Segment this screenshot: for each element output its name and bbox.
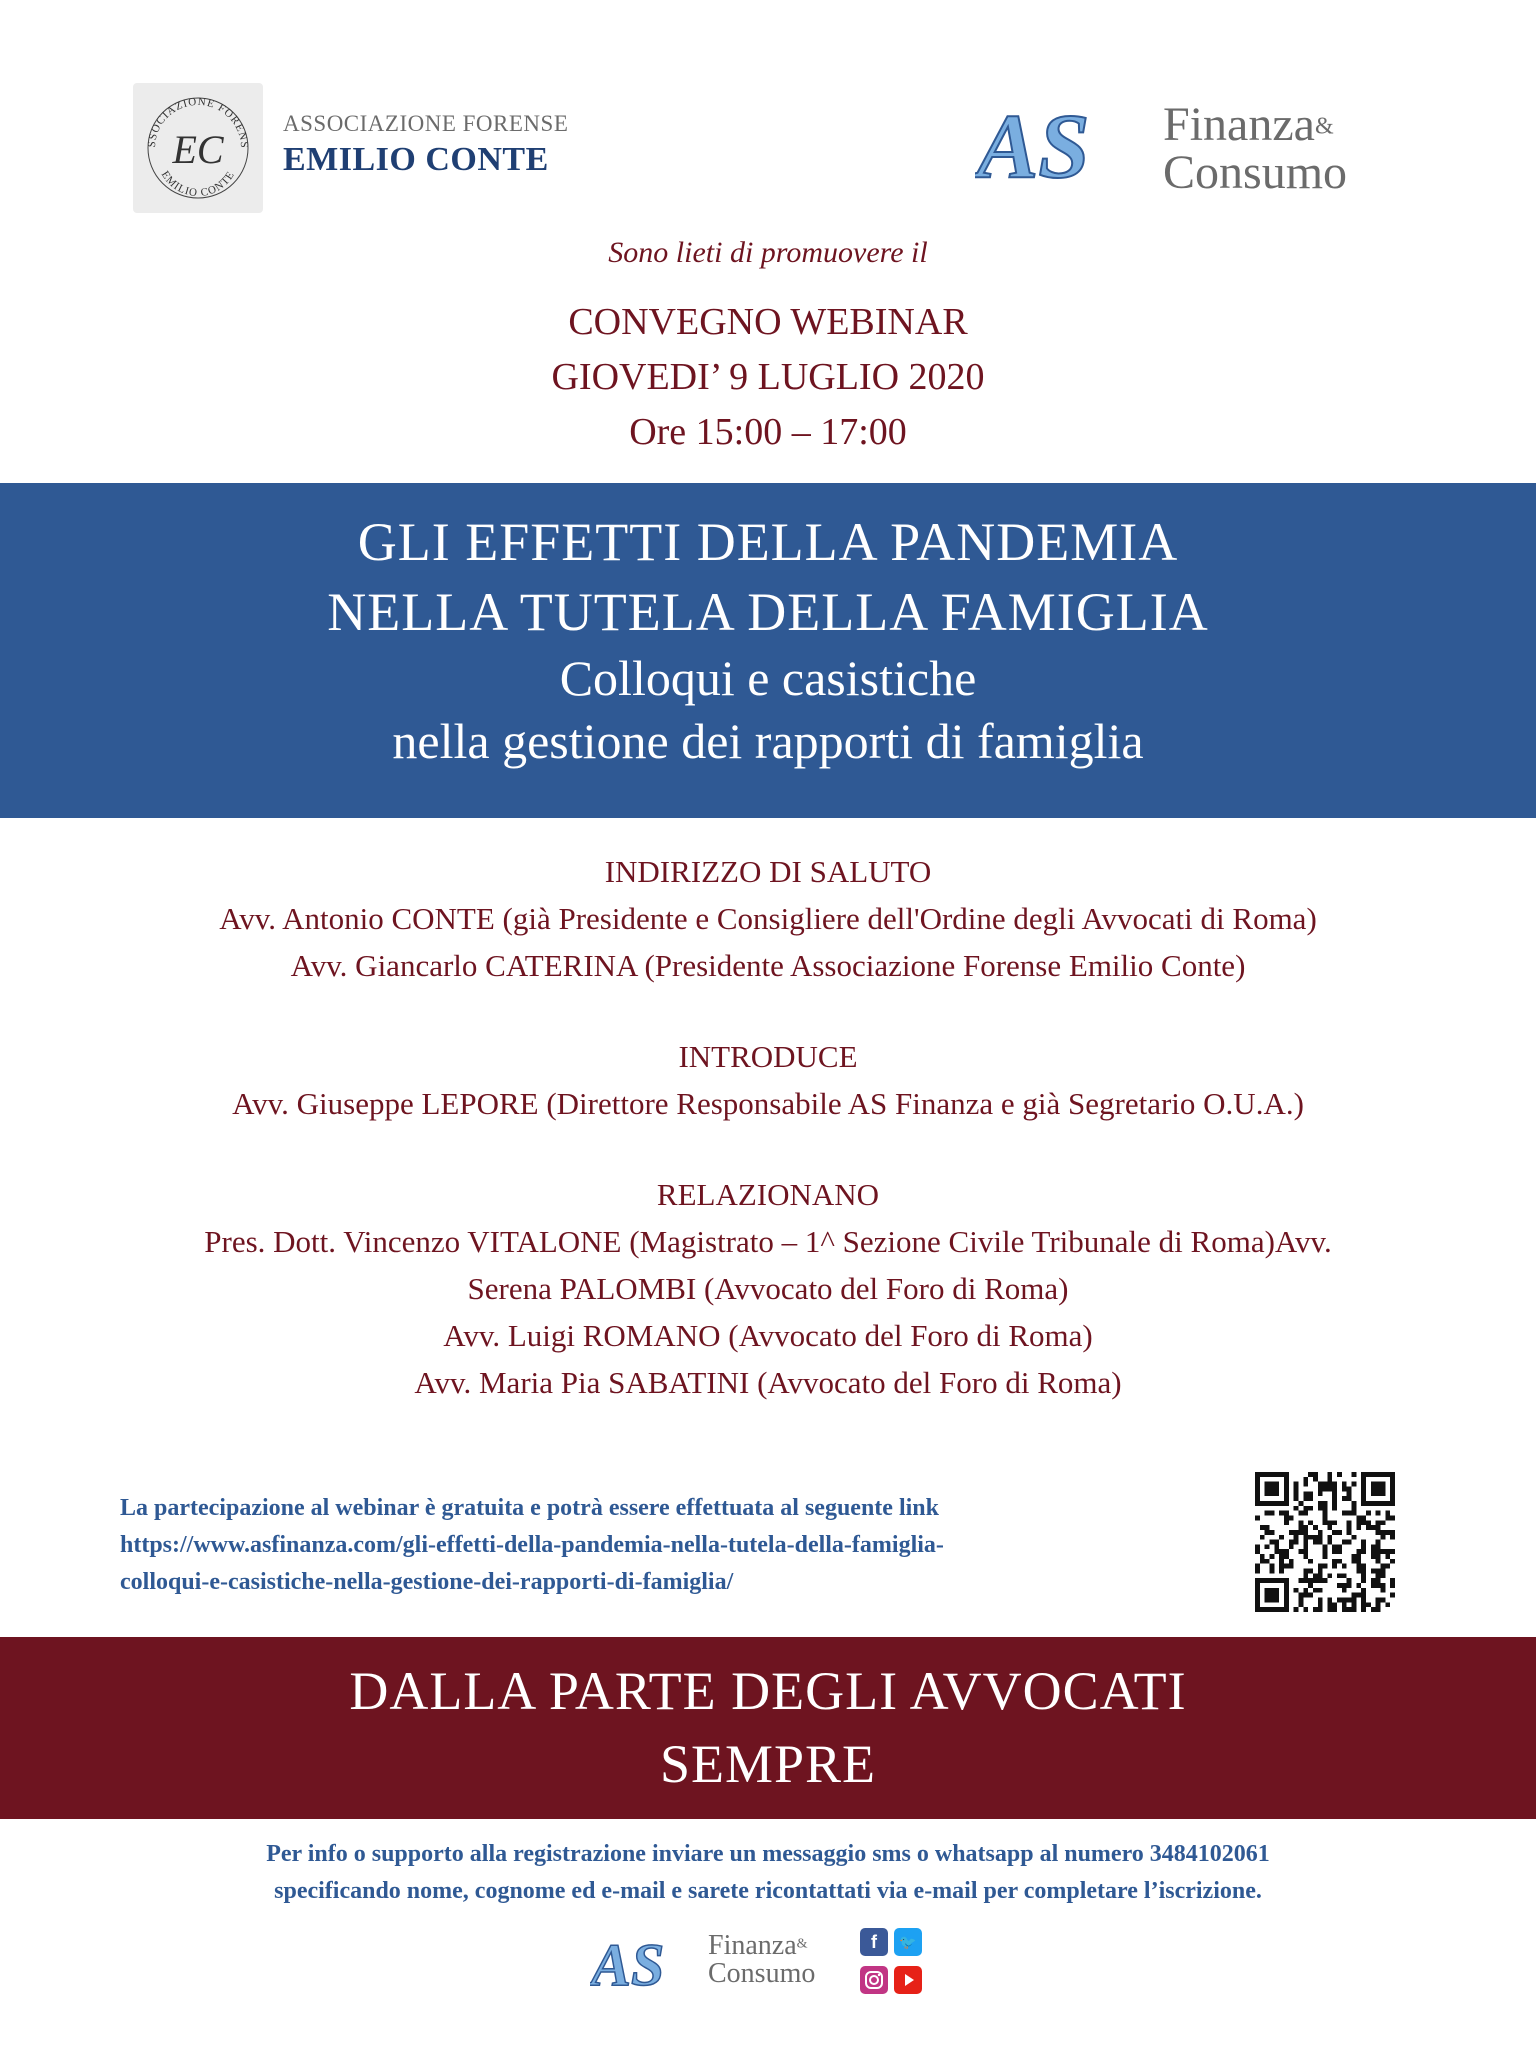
seal-monogram: EC bbox=[172, 127, 224, 172]
participation-text: La partecipazione al webinar è gratuita e potrà essere effettuata al seguente link bbox=[120, 1495, 939, 1521]
subtitle-line2: nella gestione dei rapporti di famiglia bbox=[392, 713, 1144, 769]
event-details bbox=[0, 295, 1536, 460]
footer-logo bbox=[590, 1924, 950, 2004]
twitter-icon[interactable]: 🐦 bbox=[894, 1928, 922, 1956]
speaker-line: Serena PALOMBI (Avvocato del Foro di Roma) bbox=[467, 1271, 1069, 1306]
event-date: GIOVEDI’ 9 LUGLIO 2020 bbox=[551, 356, 985, 398]
intro-line: Avv. Giuseppe LEPORE (Direttore Responsabile AS Finanza e già Segretario O.U.A.) bbox=[232, 1086, 1304, 1121]
registration-link-line1[interactable]: https://www.asfinanza.com/gli-effetti-della-pandemia-nella-tutela-della-famiglia- bbox=[120, 1532, 944, 1558]
speaker-line: Avv. Maria Pia SABATINI (Avvocato del Foro di Roma) bbox=[414, 1365, 1122, 1400]
registration-link[interactable] bbox=[120, 1527, 1200, 1601]
emilio-conte-logo bbox=[133, 83, 593, 218]
as-finanza-logo bbox=[975, 95, 1395, 205]
as-mark bbox=[975, 95, 1150, 195]
seal-text-top: SSOCIAZIONE FORENS bbox=[145, 95, 251, 150]
footer-as-mark bbox=[590, 1930, 700, 1996]
footer-line2: Consumo bbox=[708, 1958, 816, 1989]
title-banner bbox=[0, 483, 1536, 818]
title-line2: NELLA TUTELA DELLA FAMIGLIA bbox=[327, 582, 1209, 642]
fc-line1: Finanza bbox=[1163, 98, 1315, 151]
fc-amp: & bbox=[1314, 113, 1334, 140]
instagram-icon[interactable] bbox=[860, 1966, 888, 1994]
participation-block bbox=[120, 1490, 1200, 1601]
footer-line1: Finanza bbox=[708, 1930, 797, 1961]
info-line1: Per info o supporto alla registrazione inviare un messaggio sms o whatsapp al numero 3484102061 bbox=[266, 1841, 1270, 1867]
intro-heading: INTRODUCE bbox=[678, 1039, 858, 1074]
info-block bbox=[0, 1836, 1536, 1910]
social-icons bbox=[860, 1928, 930, 1998]
as-mark-text: AS bbox=[977, 95, 1090, 195]
registration-link-line2[interactable]: colloqui-e-casistiche-nella-gestione-dei-rapporti-di-famiglia/ bbox=[120, 1569, 734, 1595]
title-line1: GLI EFFETTI DELLA PANDEMIA bbox=[357, 512, 1179, 572]
fc-line2: Consumo bbox=[1163, 146, 1348, 199]
seal-graphic bbox=[133, 83, 263, 213]
greeting-line: Avv. Giancarlo CATERINA (Presidente Associazione Forense Emilio Conte) bbox=[290, 948, 1246, 983]
subtitle-line1: Colloqui e casistiche bbox=[559, 650, 977, 706]
facebook-icon[interactable]: f bbox=[860, 1928, 888, 1956]
footer-amp: & bbox=[796, 1936, 808, 1952]
qr-code bbox=[1255, 1472, 1395, 1612]
slogan-banner bbox=[0, 1637, 1536, 1819]
info-line2: specificando nome, cognome ed e-mail e sarete ricontattati via e-mail per completare l’iscrizione. bbox=[274, 1878, 1262, 1904]
speaker-line: Pres. Dott. Vincenzo VITALONE (Magistrato – 1^ Sezione Civile Tribunale di Roma)Avv. bbox=[204, 1224, 1332, 1259]
greeting-heading: INDIRIZZO DI SALUTO bbox=[604, 854, 932, 889]
footer-as-text: AS bbox=[591, 1932, 665, 1996]
slogan-line1: DALLA PARTE DEGLI AVVOCATI bbox=[349, 1661, 1187, 1721]
assoc-top-text: ASSOCIAZIONE FORENSE bbox=[283, 111, 569, 136]
speakers-section bbox=[0, 848, 1536, 1406]
speaker-line: Avv. Luigi ROMANO (Avvocato del Foro di Roma) bbox=[443, 1318, 1093, 1353]
svg-text:EMILIO CONTE bbox=[159, 169, 237, 199]
speakers-heading: RELAZIONANO bbox=[656, 1177, 880, 1212]
seal-text-bottom: EMILIO CONTE bbox=[158, 168, 238, 200]
assoc-name-text: EMILIO CONTE bbox=[283, 141, 549, 178]
promo-text: Sono lieti di promuovere il bbox=[608, 236, 928, 269]
emilio-conte-seal bbox=[133, 83, 263, 213]
slogan-line2: SEMPRE bbox=[659, 1734, 877, 1794]
youtube-icon[interactable] bbox=[894, 1966, 922, 1994]
event-type: CONVEGNO WEBINAR bbox=[568, 301, 968, 343]
event-time: Ore 15:00 – 17:00 bbox=[629, 411, 907, 453]
greeting-line: Avv. Antonio CONTE (già Presidente e Consigliere dell'Ordine degli Avvocati di Roma) bbox=[219, 901, 1317, 936]
